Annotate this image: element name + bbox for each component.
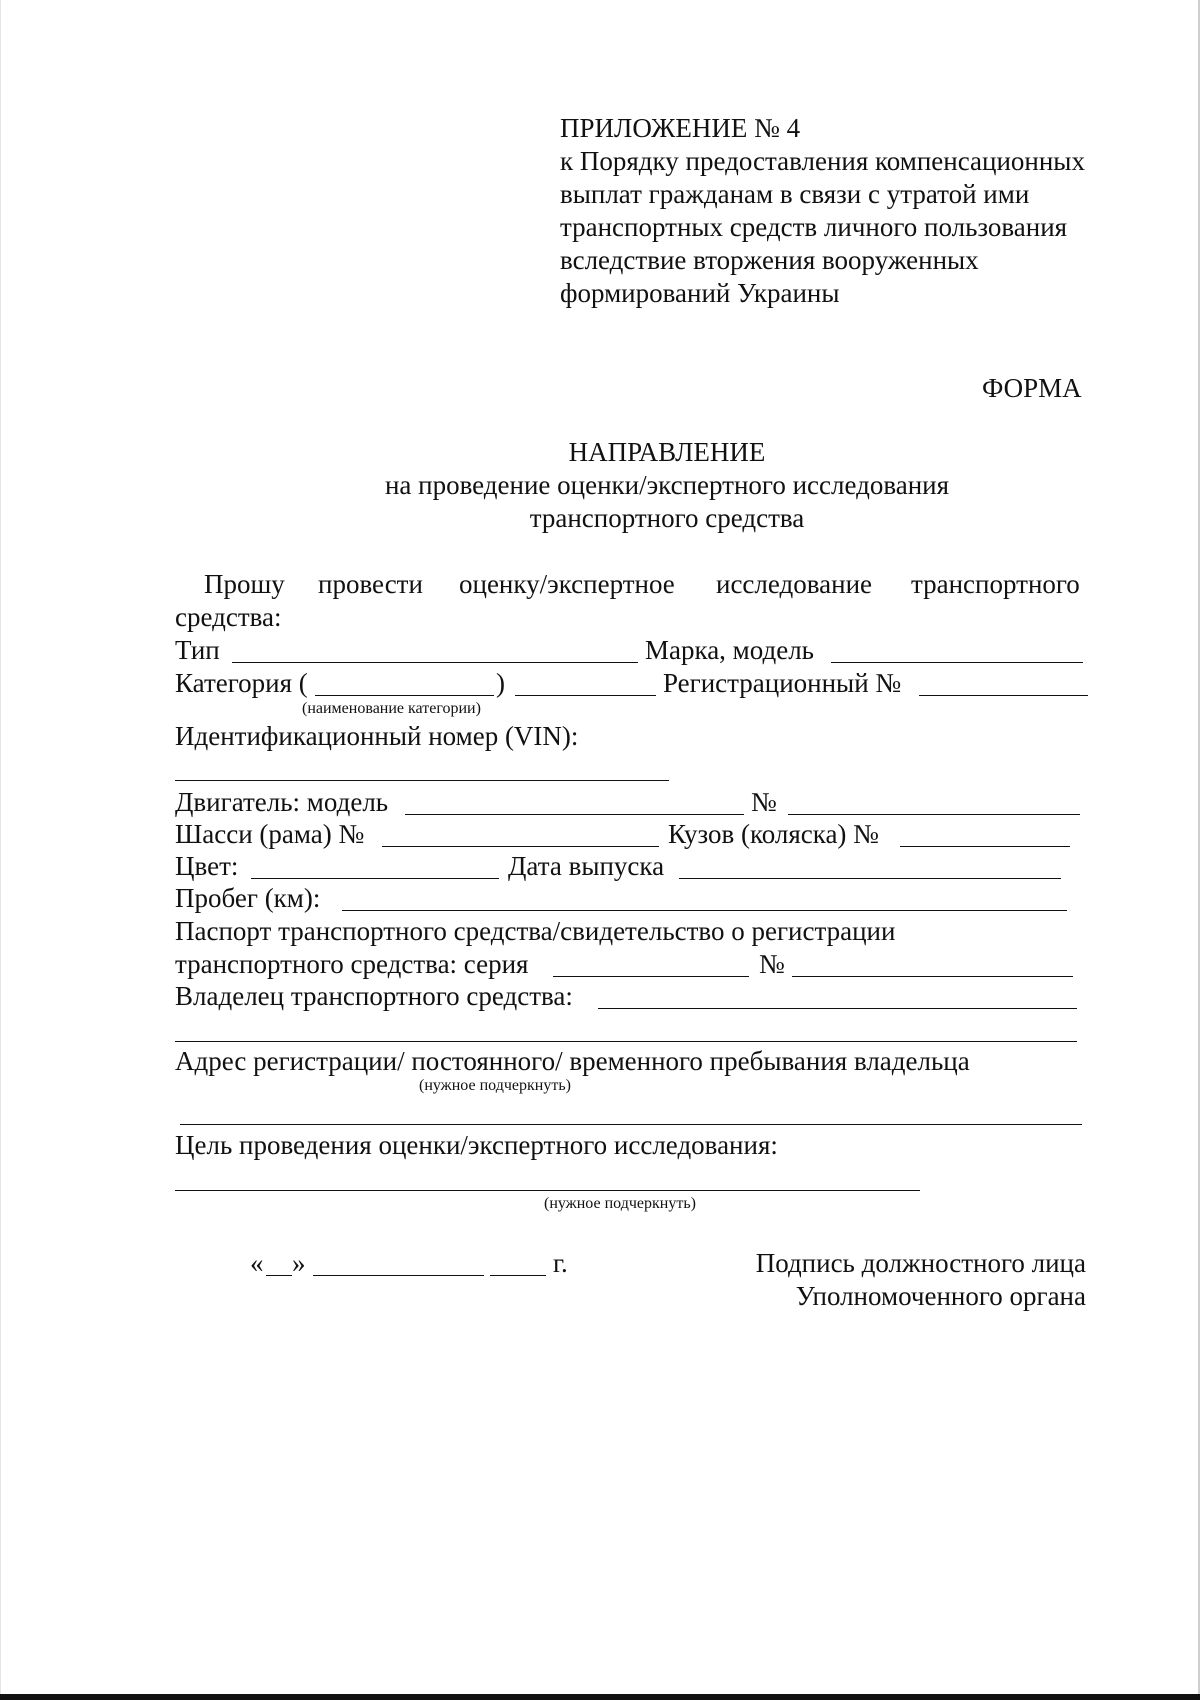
date-month-field[interactable]	[313, 1275, 484, 1276]
engine-number-field[interactable]	[788, 814, 1080, 815]
body-number-field[interactable]	[900, 846, 1070, 847]
date-day-field[interactable]	[266, 1275, 292, 1276]
brand-model-field[interactable]	[831, 662, 1083, 663]
owner-label: Владелец транспортного средства:	[175, 981, 573, 1011]
passport-label: Паспорт транспортного средства/свидетельство о регистрации	[175, 916, 896, 946]
color-field[interactable]	[251, 878, 499, 879]
address-label: Адрес регистрации/ постоянного/ временного пребывания владельца	[175, 1046, 970, 1076]
engine-model-label: Двигатель: модель	[175, 787, 389, 817]
brand-model-label: Марка, модель	[645, 635, 815, 665]
intro-word: транспортного	[911, 569, 1080, 599]
type-field[interactable]	[232, 662, 638, 663]
color-label: Цвет:	[175, 851, 239, 881]
passport-number-field[interactable]	[792, 976, 1073, 977]
engine-number-label: №	[751, 787, 777, 817]
annex-line: транспортных средств личного пользования	[560, 212, 1068, 242]
passport-series-label: транспортного средства: серия	[175, 949, 529, 979]
passport-number-label: №	[759, 949, 785, 979]
chassis-number-label: Шасси (рама) №	[175, 819, 365, 849]
body-number-label: Кузов (коляска) №	[668, 819, 879, 849]
page-edge-left	[0, 0, 1, 1700]
date-quote-open: «	[250, 1248, 264, 1278]
document-title: НАПРАВЛЕНИЕ	[568, 437, 766, 467]
category-hint: (наименование категории)	[302, 700, 481, 717]
date-year-field[interactable]	[490, 1275, 546, 1276]
scan-edge-bottom	[0, 1694, 1200, 1700]
annex-line: формирований Украины	[560, 278, 840, 308]
intro-line: средства:	[175, 602, 282, 632]
date-quote-close: »	[292, 1248, 306, 1278]
chassis-number-field[interactable]	[382, 846, 659, 847]
signature-authority-label: Уполномоченного органа	[795, 1281, 1086, 1311]
owner-field[interactable]	[598, 1008, 1077, 1009]
address-field[interactable]	[180, 1124, 1082, 1125]
registration-number-label: Регистрационный №	[663, 668, 902, 698]
purpose-hint: (нужное подчеркнуть)	[544, 1195, 696, 1212]
annex-line: вследствие вторжения вооруженных	[560, 245, 979, 275]
release-date-field[interactable]	[679, 878, 1061, 879]
category-name-field[interactable]	[315, 695, 494, 696]
vin-field[interactable]	[175, 780, 669, 781]
mileage-field[interactable]	[342, 910, 1067, 911]
intro-word: исследование	[716, 569, 873, 599]
category-close-paren: )	[496, 668, 505, 698]
release-date-label: Дата выпуска	[508, 851, 665, 881]
owner-field-continued[interactable]	[175, 1041, 1077, 1042]
document-subtitle: транспортного средства	[529, 503, 805, 533]
annex-line: к Порядку предоставления компенсационных	[560, 146, 1085, 176]
purpose-field[interactable]	[175, 1190, 920, 1191]
signature-label: Подпись должностного лица	[755, 1248, 1086, 1278]
intro-word: оценку/экспертное	[459, 569, 675, 599]
annex-heading: ПРИЛОЖЕНИЕ № 4	[560, 113, 801, 143]
category-code-field[interactable]	[515, 695, 656, 696]
registration-number-field[interactable]	[919, 695, 1088, 696]
type-label: Тип	[175, 635, 220, 665]
engine-model-field[interactable]	[405, 814, 744, 815]
address-hint: (нужное подчеркнуть)	[419, 1077, 571, 1094]
vin-label: Идентификационный номер (VIN):	[175, 721, 579, 751]
form-label: ФОРМА	[982, 373, 1082, 403]
category-label: Категория (	[175, 668, 308, 698]
intro-word: Прошу	[204, 569, 285, 599]
mileage-label: Пробег (км):	[175, 883, 321, 913]
annex-line: выплат гражданам в связи с утратой ими	[560, 179, 1030, 209]
document-subtitle: на проведение оценки/экспертного исследования	[384, 470, 950, 500]
date-year-suffix: г.	[553, 1248, 568, 1278]
passport-series-field[interactable]	[553, 976, 749, 977]
intro-word: провести	[318, 569, 423, 599]
purpose-label: Цель проведения оценки/экспертного исследования:	[175, 1130, 778, 1160]
